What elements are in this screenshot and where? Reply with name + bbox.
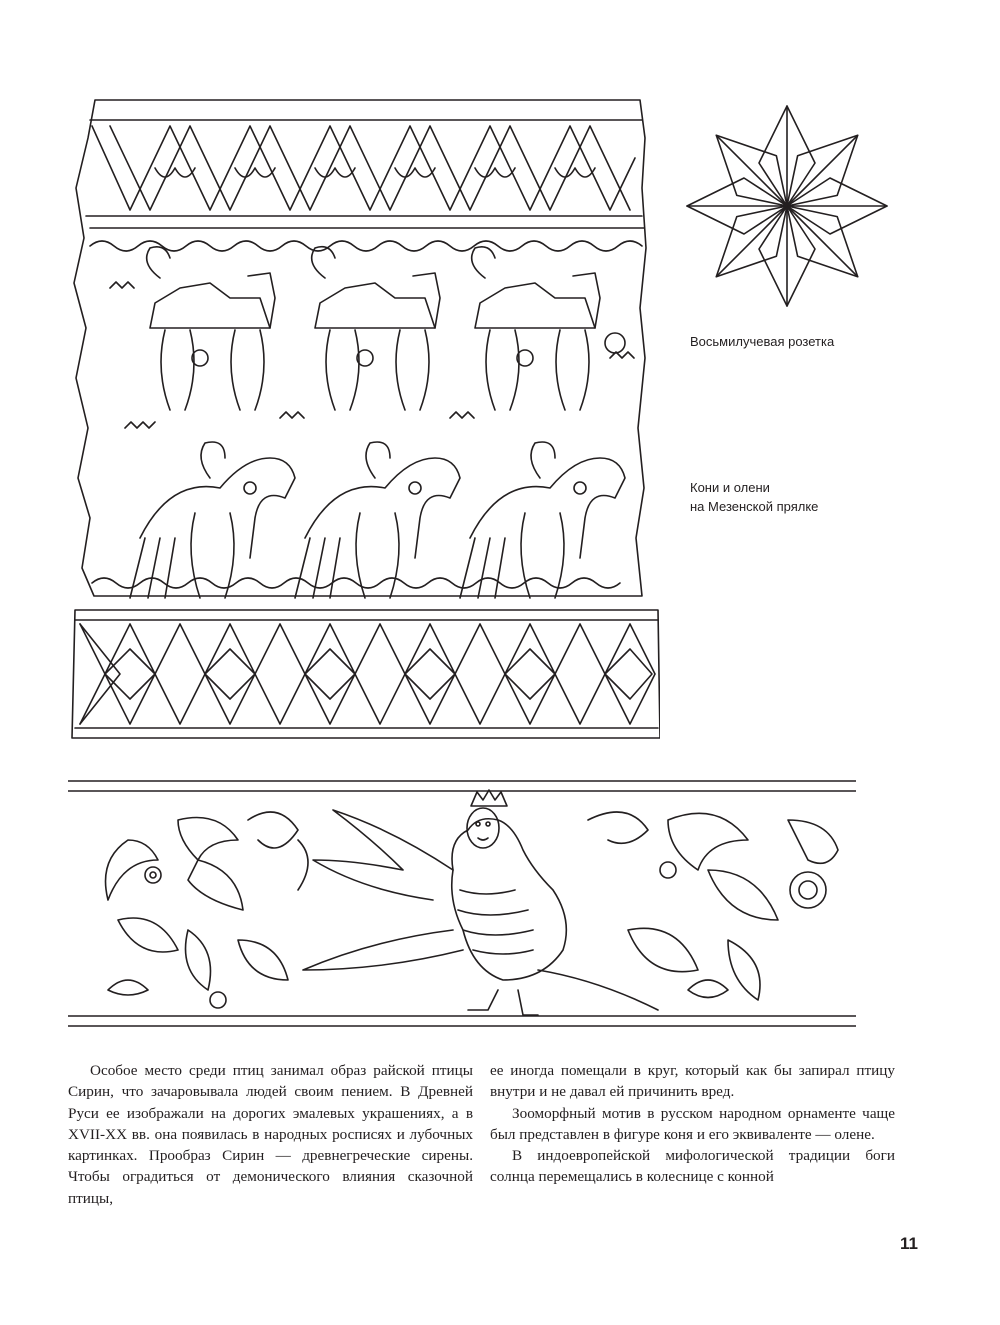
sirin-bird-ornament-band bbox=[68, 780, 856, 1032]
page-number: 11 bbox=[900, 1234, 918, 1253]
paragraph: Особое место среди птиц занимал образ райской птицы Сирин, что зачаровывала людей своим пением. В Древней Руси ее изображали на дорогих эмалевых украшениях, а в XVII-XX вв. она появилась в народных росписях и лубочных картинках. Прообраз Сирин — древнегреческие сирены. Чтобы оградиться от демонического влияния сказочной птицы, bbox=[68, 1062, 473, 1207]
horses-caption-line1: Кони и олени bbox=[690, 480, 770, 495]
text-column-left bbox=[68, 1060, 473, 1209]
paragraph: В индоевропейской мифологической традиции боги солнца перемещались в колеснице с конной bbox=[490, 1147, 895, 1186]
rosette-caption-text: Восьмилучевая розетка bbox=[690, 334, 835, 349]
mezen-spinning-wheel-illustration bbox=[70, 98, 660, 743]
eight-pointed-rosette-illustration bbox=[684, 103, 890, 309]
horses-caption-line2: на Мезенской прялке bbox=[690, 499, 819, 514]
paragraph: ее иногда помещали в круг, который как бы запирал птицу внутри и не давал ей причинить вред. bbox=[490, 1062, 895, 1101]
horses-caption bbox=[690, 478, 818, 516]
paragraph: Зооморфный мотив в русском народном орнаменте чаще был представлен в фигуре коня и его эквиваленте — олене. bbox=[490, 1104, 895, 1143]
rosette-caption bbox=[690, 332, 834, 351]
text-column-right bbox=[490, 1060, 895, 1188]
